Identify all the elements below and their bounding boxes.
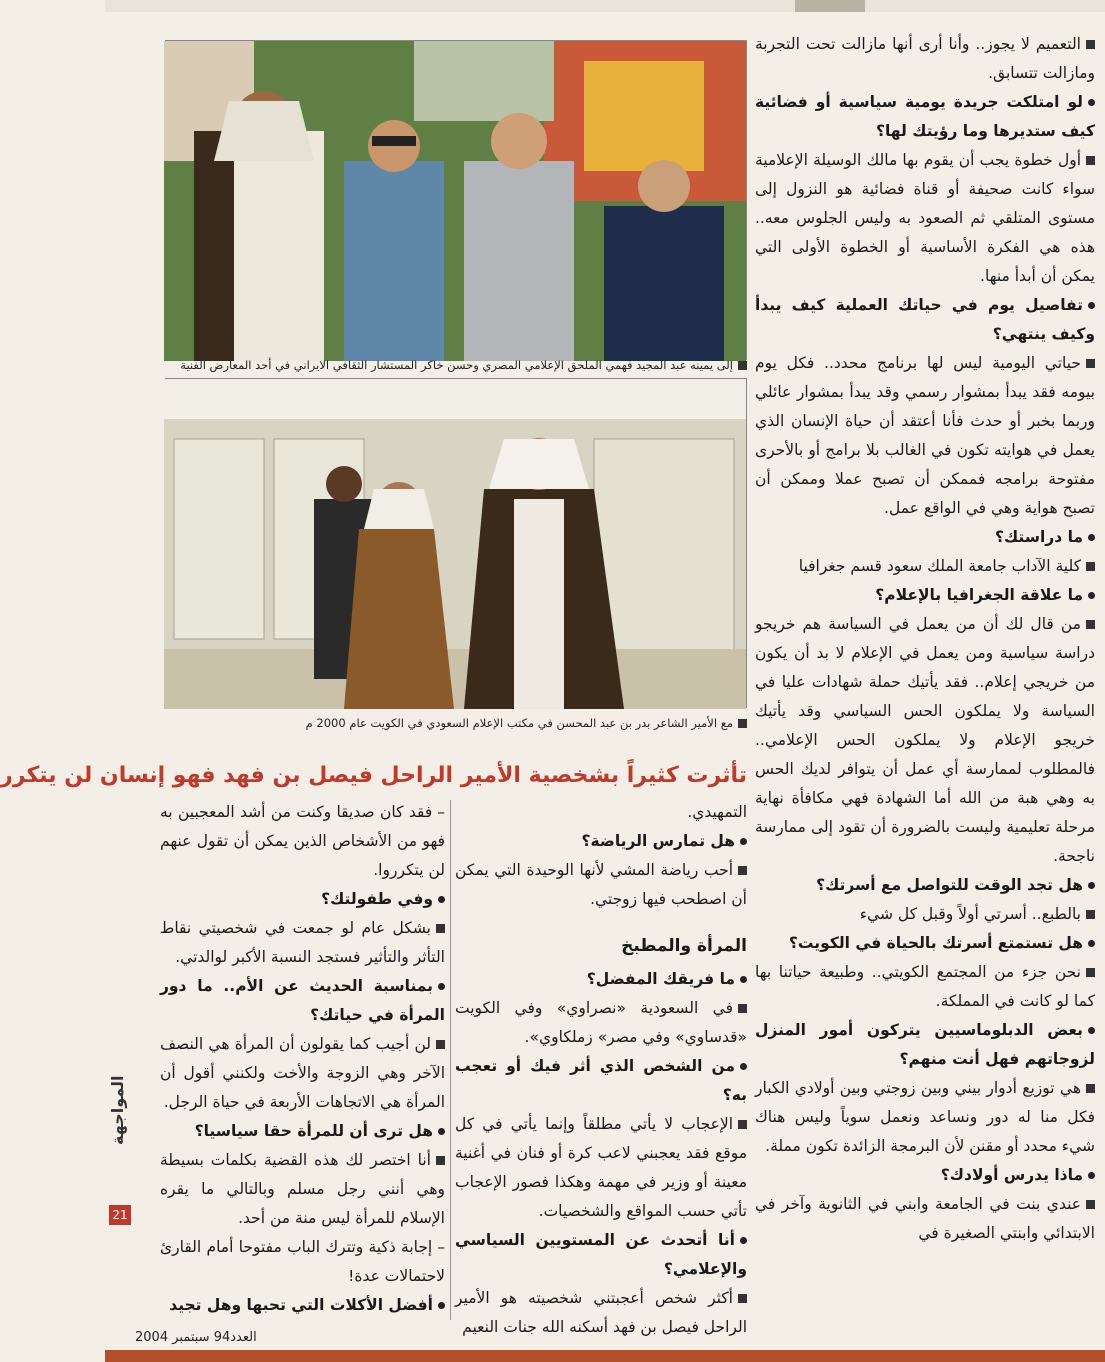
question-bullet-icon xyxy=(1088,1172,1095,1179)
interview-answer xyxy=(160,914,445,972)
answer-square-icon xyxy=(436,924,445,933)
paragraph-text: التمهيدي. xyxy=(687,803,747,821)
interview-answer xyxy=(755,552,1095,581)
paragraph-text: بالطبع.. أسرتي أولاً وقبل كل شيء xyxy=(859,905,1081,923)
interview-question xyxy=(455,1226,747,1284)
interview-answer xyxy=(160,1146,445,1233)
paragraph-text: عندي بنت في الجامعة وابني في الثانوية وآخر في الابتدائي وابنتي الصغيرة في xyxy=(755,1195,1095,1242)
interview-answer xyxy=(755,349,1095,523)
column-divider xyxy=(450,800,451,1320)
interview-question xyxy=(755,1016,1095,1074)
paragraph-text: هل تستمتع أسرتك بالحياة في الكويت؟ xyxy=(788,934,1083,952)
question-bullet-icon xyxy=(438,896,445,903)
question-bullet-icon xyxy=(438,1128,445,1135)
paragraph-text: نحن جزء من المجتمع الكويتي.. وطبيعة حياتنا بها كما لو كانت في المملكة. xyxy=(755,963,1095,1010)
dash-icon: – xyxy=(437,1238,445,1256)
photo-exhibition-caption xyxy=(165,358,747,372)
interview-answer xyxy=(455,856,747,914)
interview-question xyxy=(755,871,1095,900)
question-bullet-icon xyxy=(1088,302,1095,309)
paragraph-text: أنا أتحدث عن المستويين السياسي والإعلامي؟ xyxy=(455,1231,747,1278)
photo-office xyxy=(165,378,747,708)
left-text-column xyxy=(160,798,445,1318)
top-strip xyxy=(105,0,1105,12)
question-bullet-icon xyxy=(1088,1027,1095,1034)
interview-question xyxy=(455,1052,747,1110)
magazine-section-tab: المواجهة xyxy=(108,1075,127,1145)
question-bullet-icon xyxy=(1088,534,1095,541)
answer-square-icon xyxy=(1086,40,1095,49)
paragraph-text: أفضل الأكلات التي تحبها وهل تجيد xyxy=(169,1296,433,1314)
paragraph-text: ما فريقك المفضل؟ xyxy=(586,970,735,988)
paragraph-text: كلية الآداب جامعة الملك سعود قسم جغرافيا xyxy=(798,557,1081,575)
interview-answer xyxy=(455,994,747,1052)
answer-square-icon xyxy=(1086,562,1095,571)
page-number: 21 xyxy=(109,1205,131,1225)
answer-square-icon xyxy=(738,866,747,875)
interview-answer xyxy=(755,1190,1095,1248)
interview-question xyxy=(455,965,747,994)
answer-square-icon xyxy=(1086,359,1095,368)
paragraph-text: التعميم لا يجوز.. وأنا أرى أنها مازالت تحت التجربة ومازالت تتسابق. xyxy=(755,35,1095,82)
right-text-column xyxy=(755,30,1095,1325)
question-bullet-icon xyxy=(1088,882,1095,889)
paragraph-text: هي توزيع أدوار بيني وبين زوجتي وبين أولادي الكبار فكل منا له دور ونساعد ونعمل سوياً وليس هناك شيء محدد أو مقنن لأن البرمجة الزائدة تكون مملة. xyxy=(755,1079,1095,1155)
paragraph-text: بشكل عام لو جمعت في شخصيتي نقاط التأثر والتأثير فستجد النسبة الأكبر لوالدتي. xyxy=(160,919,445,966)
interview-answer xyxy=(160,1030,445,1117)
paragraph-text: إجابة ذكية وتترك الباب مفتوحا أمام القارئ لاحتمالات عدة! xyxy=(160,1238,445,1285)
paragraph-text: أكثر شخص أعجبتني شخصيته هو الأمير الراحل فيصل بن فهد أسكنه الله جنات النعيم xyxy=(455,1289,747,1336)
interview-answer xyxy=(755,30,1095,88)
question-bullet-icon xyxy=(1088,592,1095,599)
answer-square-icon xyxy=(738,1004,747,1013)
interview-question xyxy=(160,1117,445,1146)
paragraph-text: في السعودية «نصراوي» وفي الكويت «قدساوي» وفي مصر» زملكاوي». xyxy=(455,999,747,1046)
interview-answer xyxy=(755,958,1095,1016)
top-badge xyxy=(795,0,865,12)
paragraph-text: الإعجاب لا يأتي مطلقاً وإنما يأتي في كل موقع فقد يعجبني لاعب كرة أو فنان في أغنية معينة أو وزير في مهمة وهكذا فصور الإعجاب تأتي حسب المواقع والشخصيات. xyxy=(455,1115,747,1220)
answer-square-icon xyxy=(1086,1084,1095,1093)
paragraph-text: ما دراستك؟ xyxy=(995,528,1083,546)
question-bullet-icon xyxy=(1088,99,1095,106)
answer-square-icon xyxy=(436,1040,445,1049)
photo-office-image xyxy=(164,379,746,709)
paragraph-text: من الشخص الذي أثر فيك أو تعجب به؟ xyxy=(455,1057,747,1104)
paragraph-text: ما علاقة الجغرافيا بالإعلام؟ xyxy=(875,586,1083,604)
interview-question xyxy=(755,88,1095,146)
paragraph-text: هل تجد الوقت للتواصل مع أسرتك؟ xyxy=(816,876,1083,894)
interview-answer xyxy=(755,1074,1095,1161)
interview-question xyxy=(160,972,445,1030)
interview-question xyxy=(755,1161,1095,1190)
paragraph-text: ماذا يدرس أولادك؟ xyxy=(940,1166,1083,1184)
interview-answer xyxy=(755,146,1095,291)
paragraph-text: أول خطوة يجب أن يقوم بها مالك الوسيلة الإعلامية سواء كانت صحيفة أو قناة فضائية هو النزول إلى مستوى المتلقي ثم الصعود به وليس الجلوس معه.. هذه هي الفكرة الأساسية أو الخطوة الأولى التي يمكن أن أبدأ منها. xyxy=(755,151,1095,285)
answer-square-icon xyxy=(1086,156,1095,165)
answer-square-icon xyxy=(738,1120,747,1129)
interview-question xyxy=(755,291,1095,349)
question-bullet-icon xyxy=(1088,940,1095,947)
question-bullet-icon xyxy=(740,976,747,983)
interview-question xyxy=(755,581,1095,610)
question-bullet-icon xyxy=(740,1237,747,1244)
interview-answer xyxy=(455,1110,747,1226)
question-bullet-icon xyxy=(438,1302,445,1309)
photo-office-caption xyxy=(165,716,747,730)
interview-question xyxy=(755,929,1095,958)
paragraph-text: تفاصيل يوم في حياتك العملية كيف يبدأ وكيف ينتهي؟ xyxy=(755,296,1095,343)
interview-answer xyxy=(455,798,747,827)
question-bullet-icon xyxy=(740,838,747,845)
interview-answer xyxy=(160,798,445,885)
interview-answer xyxy=(160,1233,445,1291)
interview-answer xyxy=(755,610,1095,871)
caption-square-icon xyxy=(738,719,747,728)
paragraph-text: أنا اختصر لك هذه القضية بكلمات بسيطة وهي أنني رجل مسلم وبالتالي ما يقره الإسلام للمرأة ليس منة من أحد. xyxy=(160,1151,445,1227)
paragraph-text: حياتي اليومية ليس لها برنامج محدد.. فكل يوم بيومه فقد يبدأ بمشوار رسمي وقد يبدأ بمشوار عائلي وربما بخبر أو حدث فأنا أعتقد أن حياة الإنسان الذي يعمل في هوايته تكون في الغالب بلا برامج أو بالأحرى مفتوحة برامجه فممكن أن تصبح عملا وممكن أن تصبح هواية وهي في الواقع عمل. xyxy=(755,354,1095,517)
paragraph-text: أحب رياضة المشي لأنها الوحيدة التي يمكن أن اصطحب فيها زوجتي. xyxy=(455,861,747,908)
paragraph-text: لو امتلكت جريدة يومية سياسية أو فضائية كيف ستديرها وما رؤيتك لها؟ xyxy=(755,93,1095,140)
photo-office-caption-text: مع الأمير الشاعر بدر بن عبد المحسن في مكتب الإعلام السعودي في الكويت عام 2000 م xyxy=(305,716,733,730)
section-heading xyxy=(455,932,747,961)
paragraph-text: بعض الدبلوماسيين يتركون أمور المنزل لزوجاتهم فهل أنت منهم؟ xyxy=(755,1021,1095,1068)
middle-text-column xyxy=(455,798,747,1336)
issue-footer: العدد94 سبتمبر 2004 xyxy=(135,1330,257,1345)
footer-bar xyxy=(105,1350,1105,1362)
interview-answer xyxy=(455,1284,747,1342)
dash-icon: – xyxy=(437,803,445,821)
photo-exhibition-image xyxy=(164,41,746,361)
paragraph-text: هل ترى أن للمرأة حقا سياسيا؟ xyxy=(194,1122,433,1140)
question-bullet-icon xyxy=(438,983,445,990)
interview-question xyxy=(755,523,1095,552)
interview-answer xyxy=(755,900,1095,929)
question-bullet-icon xyxy=(740,1063,747,1070)
answer-square-icon xyxy=(1086,910,1095,919)
paragraph-text: فقد كان صديقا وكنت من أشد المعجبين به فهو من الأشخاص الذين يمكن أن تقول عنهم لن يتكرروا. xyxy=(160,803,445,879)
interview-question xyxy=(160,885,445,914)
paragraph-text: بمناسبة الحديث عن الأم.. ما دور المرأة في حياتك؟ xyxy=(160,977,445,1024)
answer-square-icon xyxy=(1086,620,1095,629)
interview-question xyxy=(455,827,747,856)
paragraph-text: من قال لك أن من يعمل في السياسة هم خريجو دراسة سياسية ومن يعمل في الإعلام لا بد أن يكون من خريجي إعلام.. فقد يأتيك حملة شهادات عليا في السياسة ولا يملكون الحس السياسي وقد يأتيك خريجو الإعلام ولا يملكون الحس الإعلامي.. فالمطلوب لممارسة أي عمل أن يتوافر لديك الحس به وهي هبة من الله أما الشهادة فهي مكافأة نهاية مرحلة تعليمية وليست بالضرورة أن تقود إلى ممارسة ناجحة. xyxy=(755,615,1095,865)
paragraph-text: لن أجيب كما يقولون أن المرأة هي النصف الآخر وهي الزوجة والأخت ولكنني أقول أن المرأة هي الاتجاهات الأربعة في حياة الرجل. xyxy=(160,1035,445,1111)
paragraph-text: وفي طفولتك؟ xyxy=(321,890,433,908)
answer-square-icon xyxy=(436,1156,445,1165)
caption-square-icon xyxy=(738,361,747,370)
paragraph-text: هل تمارس الرياضة؟ xyxy=(581,832,735,850)
interview-question xyxy=(160,1291,445,1320)
paragraph-text: المرأة والمطبخ xyxy=(621,936,747,956)
photo-exhibition-caption-text: إلى يمينه عبد المجيد فهمي الملحق الإعلامي المصري وحسن خاكر المستشار الثقافي الايراني في أحد المعارض الفنية xyxy=(180,358,733,372)
answer-square-icon xyxy=(1086,968,1095,977)
article-headline: تأثرت كثيراً بشخصية الأمير الراحل فيصل بن فهد فهو إنسان لن يتكرر xyxy=(0,763,747,788)
answer-square-icon xyxy=(738,1294,747,1303)
answer-square-icon xyxy=(1086,1200,1095,1209)
photo-exhibition xyxy=(165,40,747,360)
